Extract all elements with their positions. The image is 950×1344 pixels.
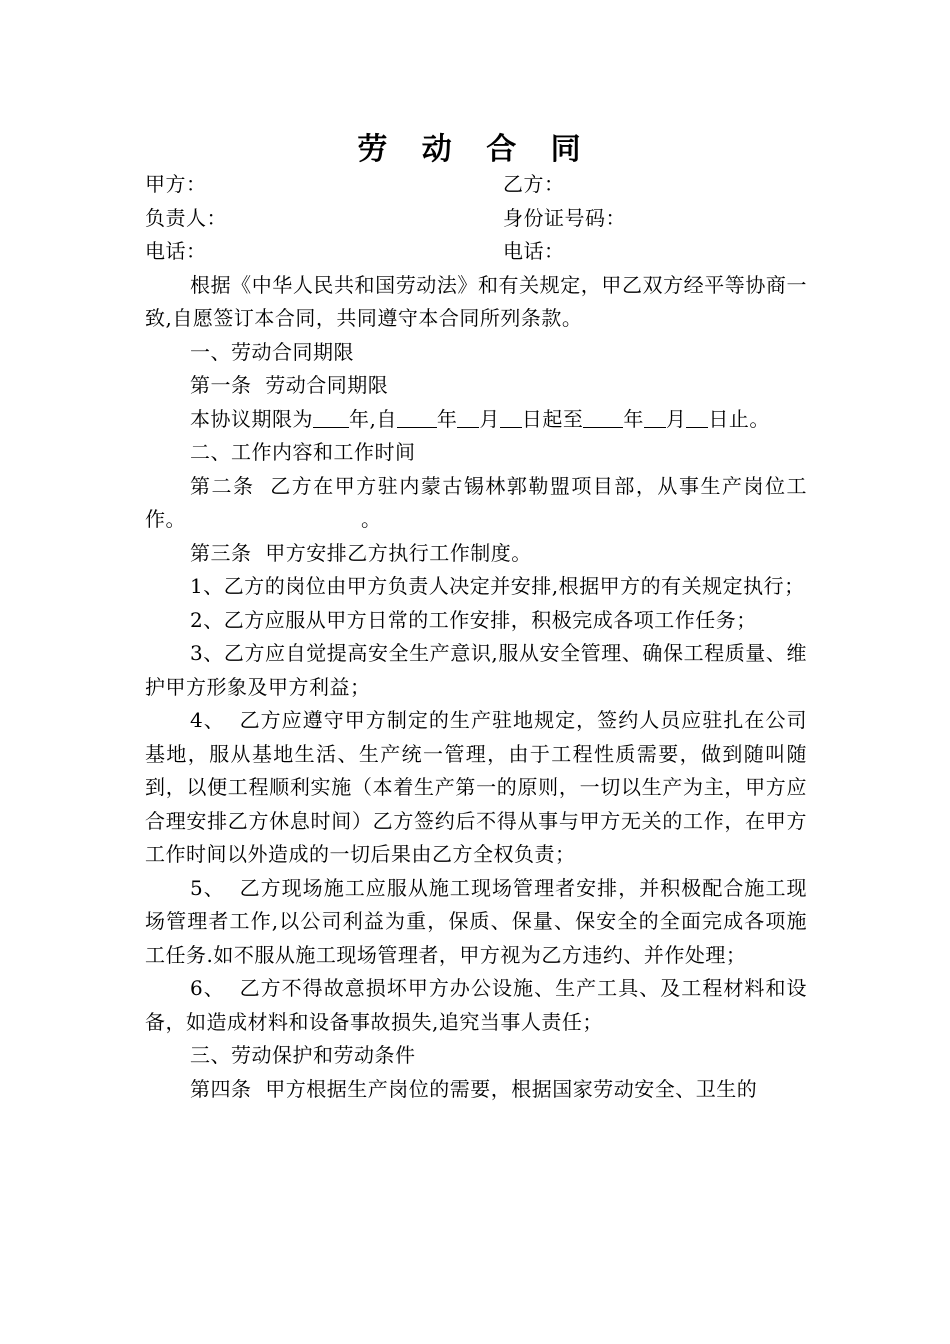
article2-paragraph <box>145 470 807 537</box>
term-text-8: 日止。 <box>708 406 770 431</box>
responsible-row <box>145 202 807 236</box>
end-year-blank <box>583 405 623 428</box>
responsible-label: 负责人： <box>145 205 227 230</box>
intro-paragraph: 根据《中华人民共和国劳动法》和有关规定，甲乙双方经平等协商一致,自愿签订本合同，共同遵守本合同所列条款。 <box>145 272 807 330</box>
section1-heading: 一、劳动合同期限 <box>190 339 354 364</box>
document-body <box>145 168 807 1106</box>
list-item-5: 5、 乙方现场施工应服从施工现场管理者安排，并积极配合施工现场管理者工作,以公司利益为重，保质、保量、保安全的全面完成各项施工任务.如不服从施工现场管理者，甲方视为乙方违约、并作处理； <box>145 875 807 967</box>
term-text-6: 年 <box>623 406 644 431</box>
start-month-blank <box>457 405 479 428</box>
party-a-label: 甲方： <box>145 172 207 196</box>
list-item-4: 4、 乙方应遵守甲方制定的生产驻地规定，签约人员应驻扎在公司基地，服从基地生活、生产统一管理，由于工程性质需要，做到随叫随到，以便工程顺利实施（本着生产第一的原则，一切以生产为主，甲方应合理安排乙方休息时间）乙方签约后不得从事与甲方无关的工作，在甲方工作时间以外造成的一切后果由乙方全权负责； <box>145 708 807 866</box>
term-text-3: 年 <box>436 406 458 431</box>
phone-row <box>145 235 807 269</box>
term-paragraph <box>145 403 807 437</box>
start-day-blank <box>500 405 522 428</box>
end-month-blank <box>644 405 666 428</box>
id-number-label: 身份证号码： <box>503 205 626 230</box>
start-year-blank <box>397 405 437 428</box>
term-text-2: 年,自 <box>349 406 397 431</box>
party-row <box>145 168 807 202</box>
section3-heading: 三、劳动保护和劳动条件 <box>190 1043 416 1067</box>
end-day-blank <box>686 405 708 428</box>
term-years-blank <box>313 405 349 428</box>
list-item-3: 3、乙方应自觉提高安全生产意识,服从安全管理、确保工程质量、维护甲方形象及甲方利益； <box>145 641 807 699</box>
party-b-label: 乙方： <box>503 172 565 196</box>
section2-heading: 二、工作内容和工作时间 <box>190 440 416 464</box>
article3-paragraph: 第三条 甲方安排乙方执行工作制度。 <box>190 540 532 565</box>
list-item-6: 6、 乙方不得故意损坏甲方办公设施、生产工具、及工程材料和设备，如造成材料和设备事故损失,追究当事人责任； <box>145 976 807 1034</box>
list-item-1: 1、乙方的岗位由甲方负责人决定并安排,根据甲方的有关规定执行； <box>190 574 805 598</box>
phone-a-label: 电话： <box>145 239 207 263</box>
term-text-7: 月 <box>665 406 687 431</box>
term-text-4: 月 <box>479 406 500 431</box>
phone-b-label: 电话： <box>503 239 565 263</box>
article2-period: 。 <box>361 507 382 531</box>
document-title: 劳 动 合 同 <box>357 132 593 167</box>
term-text-1: 本协议期限为 <box>190 406 313 431</box>
article2-text: 第二条 乙方在甲方驻内蒙古锡林郭勒盟项目部，从事生产岗位工作。 <box>145 473 807 531</box>
article1-heading: 第一条 劳动合同期限 <box>190 373 389 397</box>
article4-paragraph: 第四条 甲方根据生产岗位的需要，根据国家劳动安全、卫生的 <box>190 1076 758 1101</box>
term-text-5: 日起至 <box>521 406 584 431</box>
list-item-2: 2、乙方应服从甲方日常的工作安排，积极完成各项工作任务； <box>190 607 757 632</box>
